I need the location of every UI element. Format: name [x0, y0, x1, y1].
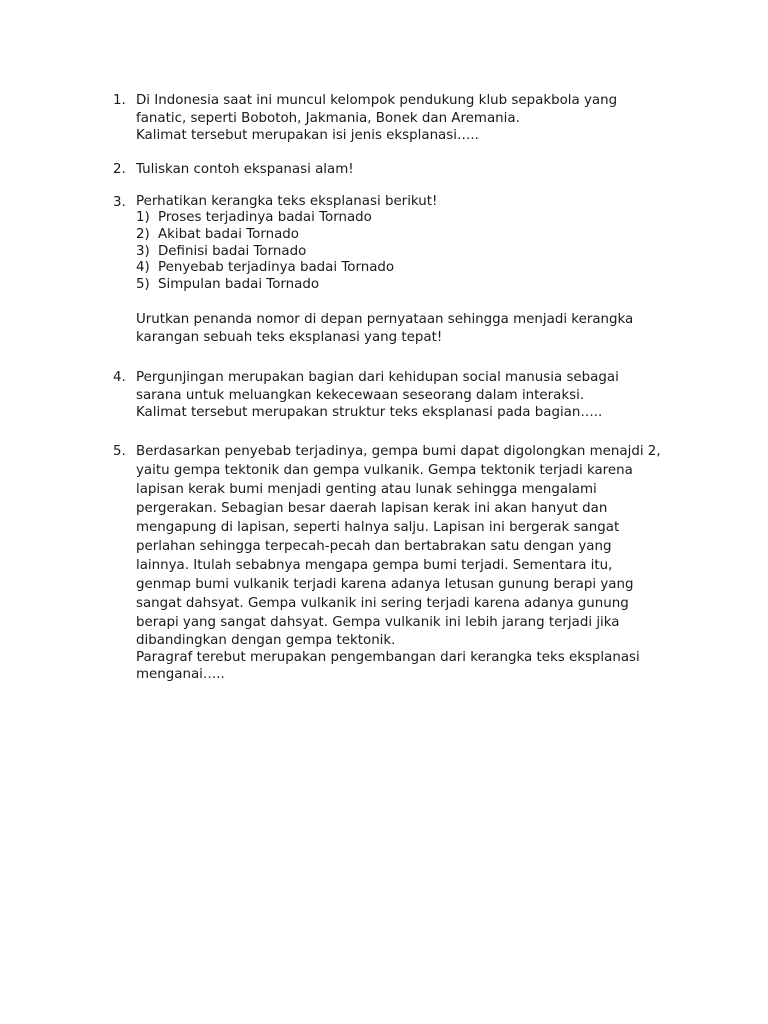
list-item	[136, 244, 696, 261]
list-item-number: 3)	[136, 243, 150, 259]
instruction-line: karangan sebuah teks eksplanasi yang tepat!	[136, 329, 443, 345]
text-line: mengapung di lapisan, seperti halnya salju. Lapisan ini bergerak sangat	[136, 520, 620, 535]
text-line: sangat dahsyat. Gempa vulkanik ini sering terjadi karena adanya gunung	[136, 596, 629, 611]
list-item-text: Penyebab terjadinya badai Tornado	[158, 260, 395, 276]
text-line: Tuliskan contoh ekspanasi alam!	[136, 162, 354, 177]
list-item-text: Proses terjadinya badai Tornado	[158, 210, 372, 225]
text-line: pergerakan. Sebagian besar daerah lapisan kerak ini akan hanyut dan	[136, 501, 608, 516]
question-text	[136, 442, 696, 683]
text-line: Kalimat tersebut merupakan isi jenis eksplanasi…..	[136, 128, 479, 143]
list-item	[136, 277, 696, 294]
question-text	[136, 91, 696, 144]
text-line: Di Indonesia saat ini muncul kelompok pendukung klub sepakbola yang	[136, 93, 618, 108]
text-line: sarana untuk meluangkan kekecewaan seseorang dalam interaksi.	[136, 388, 585, 403]
instruction-line: Urutkan penanda nomor di depan pernyataan sehingga menjadi kerangka	[136, 311, 634, 327]
outline-list	[136, 210, 696, 294]
closing-line: Paragraf terebut merupakan pengembangan dari kerangka teks eksplanasi	[136, 650, 640, 665]
question-number: 1.	[113, 93, 126, 108]
text-line: berapi yang sangat dahsyat. Gempa vulkanik ini lebih jarang terjadi jika	[136, 615, 620, 630]
closing-line: menganai…..	[136, 667, 225, 682]
text-line: Pergunjingan merupakan bagian dari kehidupan social manusia sebagai	[136, 370, 619, 385]
list-item	[136, 227, 696, 244]
question-number: 3.	[113, 195, 126, 210]
list-item-number: 1)	[136, 210, 150, 225]
question-number: 4.	[113, 370, 126, 385]
text-line: yaitu gempa tektonik dan gempa vulkanik. Gempa tektonik terjadi karena	[136, 463, 633, 478]
list-item-text: Definisi badai Tornado	[158, 243, 307, 259]
list-item	[136, 260, 696, 277]
list-item-number: 2)	[136, 226, 150, 242]
question-number: 5.	[113, 444, 126, 459]
question-text	[136, 160, 696, 179]
text-line: Kalimat tersebut merupakan struktur teks eksplanasi pada bagian…..	[136, 405, 603, 420]
text-line: Perhatikan kerangka teks eksplanasi berikut!	[136, 194, 438, 209]
question-text	[136, 193, 696, 346]
list-item-text: Simpulan badai Tornado	[158, 277, 320, 293]
text-line: genmap bumi vulkanik terjadi karena adanya letusan gunung berapi yang	[136, 577, 634, 592]
text-line: fanatic, seperti Bobotoh, Jakmania, Bonek dan Aremania.	[136, 111, 520, 126]
text-line: lainnya. Itulah sebabnya mengapa gempa bumi terjadi. Sementara itu,	[136, 558, 613, 573]
text-line: dibandingkan dengan gempa tektonik.	[136, 633, 396, 648]
text-line: perlahan sehingga terpecah-pecah dan bertabrakan satu dengan yang	[136, 539, 612, 554]
question-number: 2.	[113, 162, 126, 177]
text-line: lapisan kerak bumi menjadi genting atau lunak sehingga mengalami	[136, 482, 597, 497]
list-item-text: Akibat badai Tornado	[158, 226, 299, 242]
list-item-number: 5)	[136, 277, 150, 293]
list-item	[136, 210, 696, 227]
question-text	[136, 368, 696, 421]
text-line: Berdasarkan penyebab terjadinya, gempa bumi dapat digolongkan menajdi 2,	[136, 444, 661, 459]
list-item-number: 4)	[136, 260, 150, 276]
